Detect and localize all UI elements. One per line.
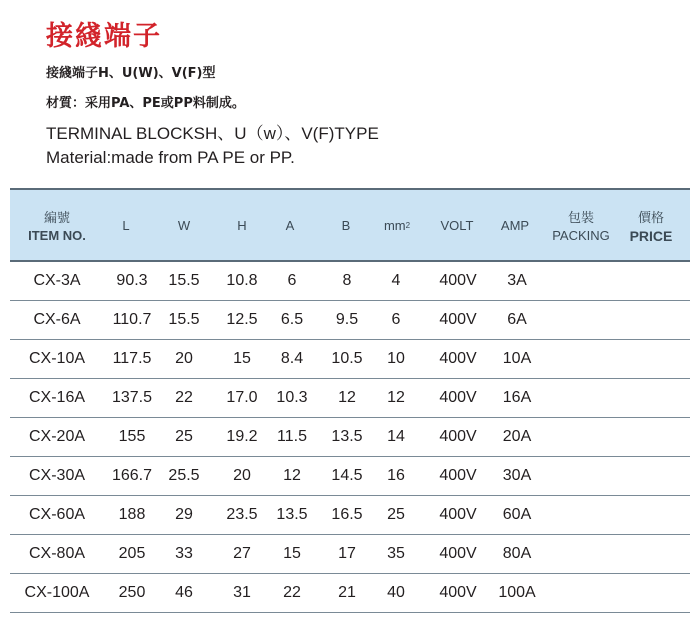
cell-w: 25.5 (168, 467, 200, 484)
cell-w: 20 (175, 350, 193, 367)
cell-amp: 10A (502, 350, 532, 367)
header-h: H (237, 217, 247, 233)
table-row (10, 496, 690, 535)
cell-w: 15.5 (168, 311, 200, 328)
cell-h: 12.5 (226, 311, 258, 328)
cell-amp: 20A (502, 428, 532, 445)
subtitle-en: TERMINAL BLOCKSH、U（w）、V(F)TYPE (46, 124, 379, 143)
material-en: Material:made from PA PE or PP. (46, 148, 295, 167)
cell-amp: 30A (502, 467, 532, 484)
table-header (10, 188, 690, 262)
header-b: B (341, 217, 351, 233)
cell-b: 10.5 (331, 350, 363, 367)
cell-a: 13.5 (276, 506, 308, 523)
cell-l: 110.7 (112, 311, 152, 328)
header-amp: AMP (500, 217, 530, 233)
cell-item: CX-20A (28, 428, 86, 445)
header-w: W (177, 217, 191, 233)
cell-h: 15 (233, 350, 251, 367)
subtitle-zh: 接綫端子H、U(W)、V(F)型 (46, 66, 216, 81)
cell-a: 10.3 (276, 389, 308, 406)
cell-mm2: 16 (387, 467, 405, 484)
cell-b: 8 (342, 272, 352, 289)
cell-a: 22 (283, 584, 301, 601)
cell-h: 31 (233, 584, 251, 601)
cell-amp: 60A (502, 506, 532, 523)
table-row (10, 340, 690, 379)
cell-volt: 400V (439, 389, 477, 406)
header-packing-zh: 包裝 (567, 211, 594, 226)
cell-volt: 400V (439, 311, 477, 328)
cell-a: 8.4 (280, 350, 304, 367)
cell-amp: 100A (498, 584, 536, 601)
cell-amp: 3A (507, 272, 527, 289)
cell-volt: 400V (439, 350, 477, 367)
table-row (10, 574, 690, 613)
header-volt: VOLT (440, 217, 474, 233)
cell-a: 15 (283, 545, 301, 562)
cell-b: 16.5 (331, 506, 363, 523)
header-mm: mm (383, 217, 406, 233)
cell-a: 12 (283, 467, 301, 484)
cell-item: CX-6A (33, 311, 81, 328)
table-row (10, 418, 690, 457)
cell-l: 117.5 (112, 350, 152, 367)
cell-l: 90.3 (116, 272, 148, 289)
cell-item: CX-3A (33, 272, 81, 289)
header-packing-en: PACKING (552, 228, 610, 243)
cell-h: 17.0 (226, 389, 258, 406)
cell-l: 166.7 (111, 467, 153, 484)
cell-volt: 400V (439, 584, 477, 601)
cell-a: 6 (287, 272, 297, 289)
cell-amp: 16A (502, 389, 532, 406)
cell-mm2: 14 (387, 428, 405, 445)
header-mm-sup: 2 (405, 220, 411, 230)
cell-mm2: 35 (387, 545, 405, 562)
cell-h: 27 (233, 545, 251, 562)
cell-w: 46 (175, 584, 193, 601)
cell-l: 155 (118, 428, 146, 445)
cell-mm2: 10 (387, 350, 405, 367)
cell-b: 14.5 (331, 467, 363, 484)
cell-b: 17 (338, 545, 356, 562)
cell-b: 9.5 (335, 311, 359, 328)
cell-mm2: 6 (391, 311, 401, 328)
header-mm2 (372, 190, 422, 260)
cell-volt: 400V (439, 545, 477, 562)
cell-amp: 80A (502, 545, 532, 562)
cell-mm2: 40 (387, 584, 405, 601)
cell-item: CX-10A (28, 350, 86, 367)
cell-mm2: 4 (391, 272, 401, 289)
material-zh: 材質：采用PA、PE或PP料制成。 (46, 96, 245, 111)
header-item (10, 190, 104, 260)
table-body (10, 262, 690, 613)
table-row (10, 262, 690, 301)
cell-a: 11.5 (277, 428, 307, 445)
cell-volt: 400V (439, 272, 477, 289)
cell-mm2: 12 (387, 389, 405, 406)
cell-w: 15.5 (168, 272, 200, 289)
cell-item: CX-100A (24, 584, 90, 601)
cell-item: CX-30A (28, 467, 86, 484)
cell-volt: 400V (439, 428, 477, 445)
cell-item: CX-16A (28, 389, 86, 406)
cell-w: 22 (175, 389, 193, 406)
table-row (10, 379, 690, 418)
cell-item: CX-60A (28, 506, 86, 523)
cell-h: 23.5 (226, 506, 258, 523)
header-a: A (285, 217, 295, 233)
cell-l: 188 (118, 506, 146, 523)
header-price-en: PRICE (629, 227, 673, 244)
table-row (10, 535, 690, 574)
header-packing (544, 190, 618, 260)
cell-h: 20 (233, 467, 251, 484)
table-row (10, 301, 690, 340)
page-title: 接綫端子 (46, 21, 162, 52)
cell-mm2: 25 (387, 506, 405, 523)
cell-h: 10.8 (226, 272, 258, 289)
table-row (10, 457, 690, 496)
cell-w: 29 (175, 506, 193, 523)
header-item-en: ITEM NO. (28, 228, 86, 243)
cell-l: 250 (118, 584, 146, 601)
cell-volt: 400V (439, 467, 477, 484)
cell-b: 13.5 (331, 428, 363, 445)
cell-item: CX-80A (28, 545, 86, 562)
cell-volt: 400V (439, 506, 477, 523)
cell-l: 205 (118, 545, 146, 562)
header-price (618, 190, 684, 260)
cell-amp: 6A (507, 311, 527, 328)
cell-a: 6.5 (280, 311, 304, 328)
cell-w: 33 (175, 545, 193, 562)
cell-h: 19.2 (226, 428, 258, 445)
cell-b: 12 (338, 389, 356, 406)
spec-table (10, 188, 690, 613)
header-price-zh: 價格 (637, 210, 664, 226)
cell-l: 137.5 (111, 389, 153, 406)
cell-b: 21 (338, 584, 356, 601)
header-l: L (122, 217, 130, 233)
header-item-zh: 編號 (43, 211, 70, 226)
cell-w: 25 (175, 428, 193, 445)
